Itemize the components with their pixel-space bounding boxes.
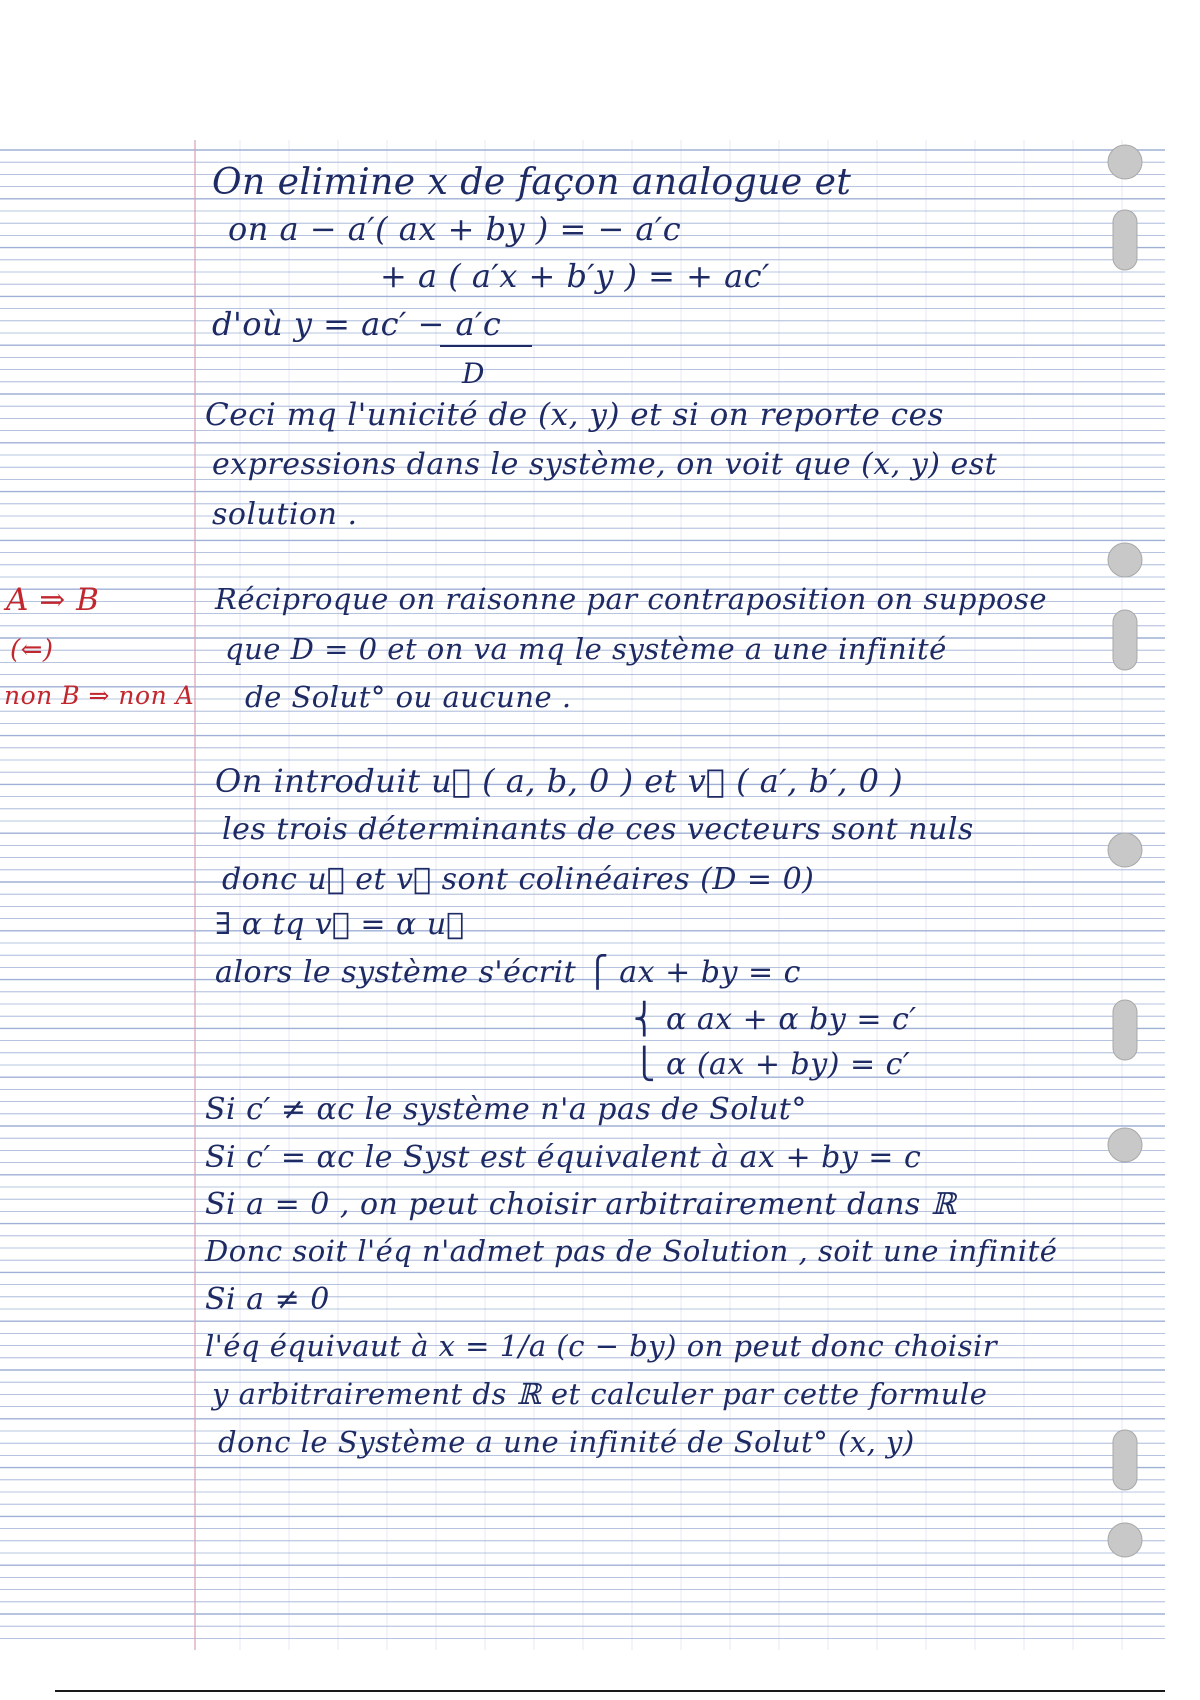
binder-hole-round — [1108, 833, 1142, 867]
text-line-25: y arbitrairement ds ℝ et calculer par cette formule — [212, 1377, 988, 1411]
text-line-12: On introduit u⃗ ( a, b, 0 ) et v⃗ ( a′, b′, 0 ) — [215, 762, 904, 800]
text-line-6: Ceci mq l'unicité de (x, y) et si on reporte ces — [205, 397, 944, 433]
text-line-3: + a ( a′x + b′y ) = + ac′ — [380, 257, 770, 295]
text-line-5-denominator: D — [462, 357, 485, 390]
binder-hole-slot — [1113, 210, 1137, 270]
text-line-14: donc u⃗ et v⃗ sont colinéaires (D = 0) — [222, 862, 815, 897]
text-line-13: les trois déterminants de ces vecteurs sont nuls — [222, 812, 974, 847]
text-line-4: d'où y = ac′ − a′c — [212, 305, 502, 343]
text-line-18: ⎩ α (ax + by) = c′ — [633, 1047, 911, 1082]
text-line-2: on a − a′( ax + by ) = − a′c — [228, 210, 682, 248]
binder-hole-slot — [1113, 1430, 1137, 1490]
text-line-26: donc le Système a une infinité de Solut° (x, y) — [218, 1425, 915, 1459]
text-line-15: ∃ α tq v⃗ = α u⃗ — [215, 907, 465, 942]
text-line-23: Si a ≠ 0 — [205, 1282, 330, 1317]
text-line-1: On elimine x de façon analogue et — [212, 162, 852, 203]
binder-hole-round — [1108, 1523, 1142, 1557]
text-line-17: ⎨ α ax + α by = c′ — [633, 1002, 917, 1037]
text-line-21: Si a = 0 , on peut choisir arbitrairement dans ℝ — [205, 1187, 957, 1222]
binder-hole-round — [1108, 543, 1142, 577]
text-line-11: de Solut° ou aucune . — [245, 680, 572, 714]
fraction-bar — [440, 345, 532, 347]
text-line-19: Si c′ ≠ αc le système n'a pas de Solut° — [205, 1092, 807, 1127]
margin-note-implication: A ⇒ B — [6, 582, 100, 618]
text-line-9: Réciproque on raisonne par contraposition on suppose — [215, 582, 1048, 616]
margin-note-equivalence: (⇐) — [10, 635, 54, 665]
text-line-20: Si c′ = αc le Syst est équivalent à ax + by = c — [205, 1140, 922, 1175]
binder-hole-round — [1108, 1128, 1142, 1162]
text-line-22: Donc soit l'éq n'admet pas de Solution , soit une infinité — [205, 1234, 1058, 1268]
text-line-7: expressions dans le système, on voit que (x, y) est — [212, 447, 998, 482]
text-line-8: solution . — [212, 497, 358, 532]
text-line-16: alors le système s'écrit ⎧ ax + by = c — [215, 955, 801, 990]
binder-hole-slot — [1113, 1000, 1137, 1060]
text-line-10: que D = 0 et on va mq le système a une infinité — [225, 632, 947, 666]
binder-hole-slot — [1113, 610, 1137, 670]
margin-note-contrapositive: non B ⇒ non A — [4, 681, 195, 710]
text-line-24: l'éq équivaut à x = 1/a (c − by) on peut donc choisir — [205, 1329, 998, 1363]
page-bottom-edge — [55, 1690, 1165, 1692]
binder-hole-round — [1108, 145, 1142, 179]
